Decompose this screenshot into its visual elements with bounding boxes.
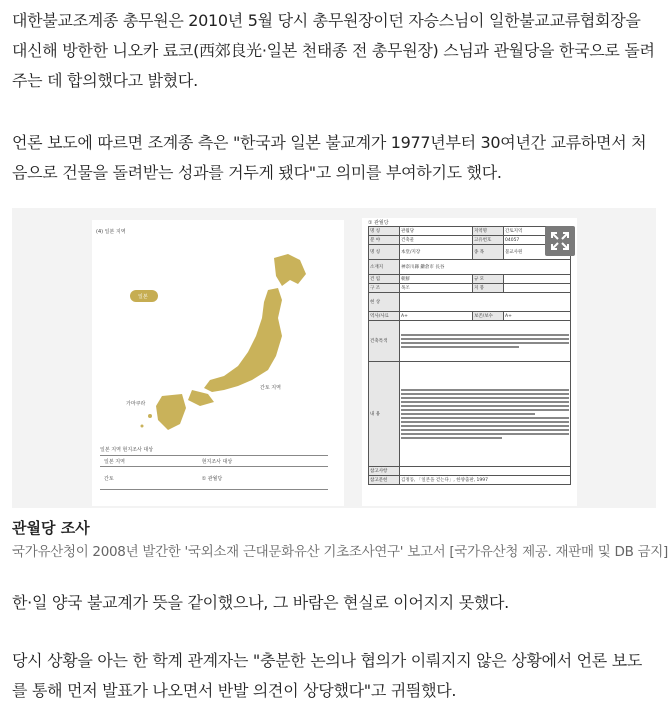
record-table: 명 칭 관월당 지역명 간토지역 분 야 건축물 고유번호 04057 명 칭 本堂/지장 종 목 불교사원 소재지 神奈川縣 鎌倉市 長谷 건 립 朝鮮 규 모 구 조 목조 지 붕 현 상 역사/사료 A+ 보존/보수 A+ 건축특색 내 용 참고사항 참고문헌 김정동, 「일본을 걷는다」, 한양출판, 1997 [368, 226, 571, 485]
expand-icon [545, 226, 575, 256]
article-paragraph-1: 대한불교조계종 총무원은 2010년 5월 당시 총무원장이던 자승스님이 일한불교교류협회장을 대신해 방한한 니오카 료코(西郊良光·일본 천태종 전 총무원장) 스님과 관월당을 한국으로 돌려주는 데 합의했다고 밝혔다. [12, 11, 655, 90]
article-paragraph-3: 한·일 양국 불교계가 뜻을 같이했으나, 그 바람은 현실로 이어지지 못했다. [12, 593, 509, 612]
article-paragraph-2: 언론 보도에 따르면 조계종 측은 "한국과 일본 불교계가 1977년부터 30여년간 교류하면서 처음으로 건물을 돌려받는 성과를 거두게 됐다"고 의미를 부여하기도 했다. [12, 133, 647, 182]
left-table [100, 455, 328, 502]
map-label-badge [130, 290, 158, 302]
map-label-japan: 일본 [138, 294, 148, 300]
map-label-city1: 가마쿠라 [126, 401, 146, 407]
report-page-left [92, 220, 344, 506]
expand-image-button[interactable] [545, 226, 575, 256]
left-table-cell-2: ① 관월당 [198, 467, 328, 490]
article-paragraph-4: 당시 상황을 아는 한 학계 관계자는 "충분한 논의나 협의가 이뤄지지 않은 상황에서 언론 보도를 통해 먼저 발표가 나오면서 반발 의견이 상당했다"고 귀띔했다. [12, 651, 643, 700]
left-table-cell-1: 간토 [100, 467, 198, 490]
figure-caption-title: 관월당 조사 [12, 519, 90, 537]
left-table-header-1: 일본 지역 [100, 456, 198, 467]
map-label-city2: 간토 지역 [260, 385, 281, 391]
left-table-caption: 일본 지역 현지조사 대상 [100, 447, 154, 453]
left-page-heading: (4) 일본 지역 [96, 229, 126, 235]
right-page-heading: ① 관월당 [368, 220, 389, 226]
left-table-header-2: 현지조사 대상 [198, 456, 328, 467]
japan-map [92, 240, 344, 440]
article-figure[interactable] [12, 208, 656, 508]
figure-caption-source: 국가유산청이 2008년 발간한 '국외소재 근대문화유산 기초조사연구' 보고서 [국가유산청 제공. 재판매 및 DB 금지] [12, 544, 668, 560]
report-page-right [362, 218, 577, 506]
